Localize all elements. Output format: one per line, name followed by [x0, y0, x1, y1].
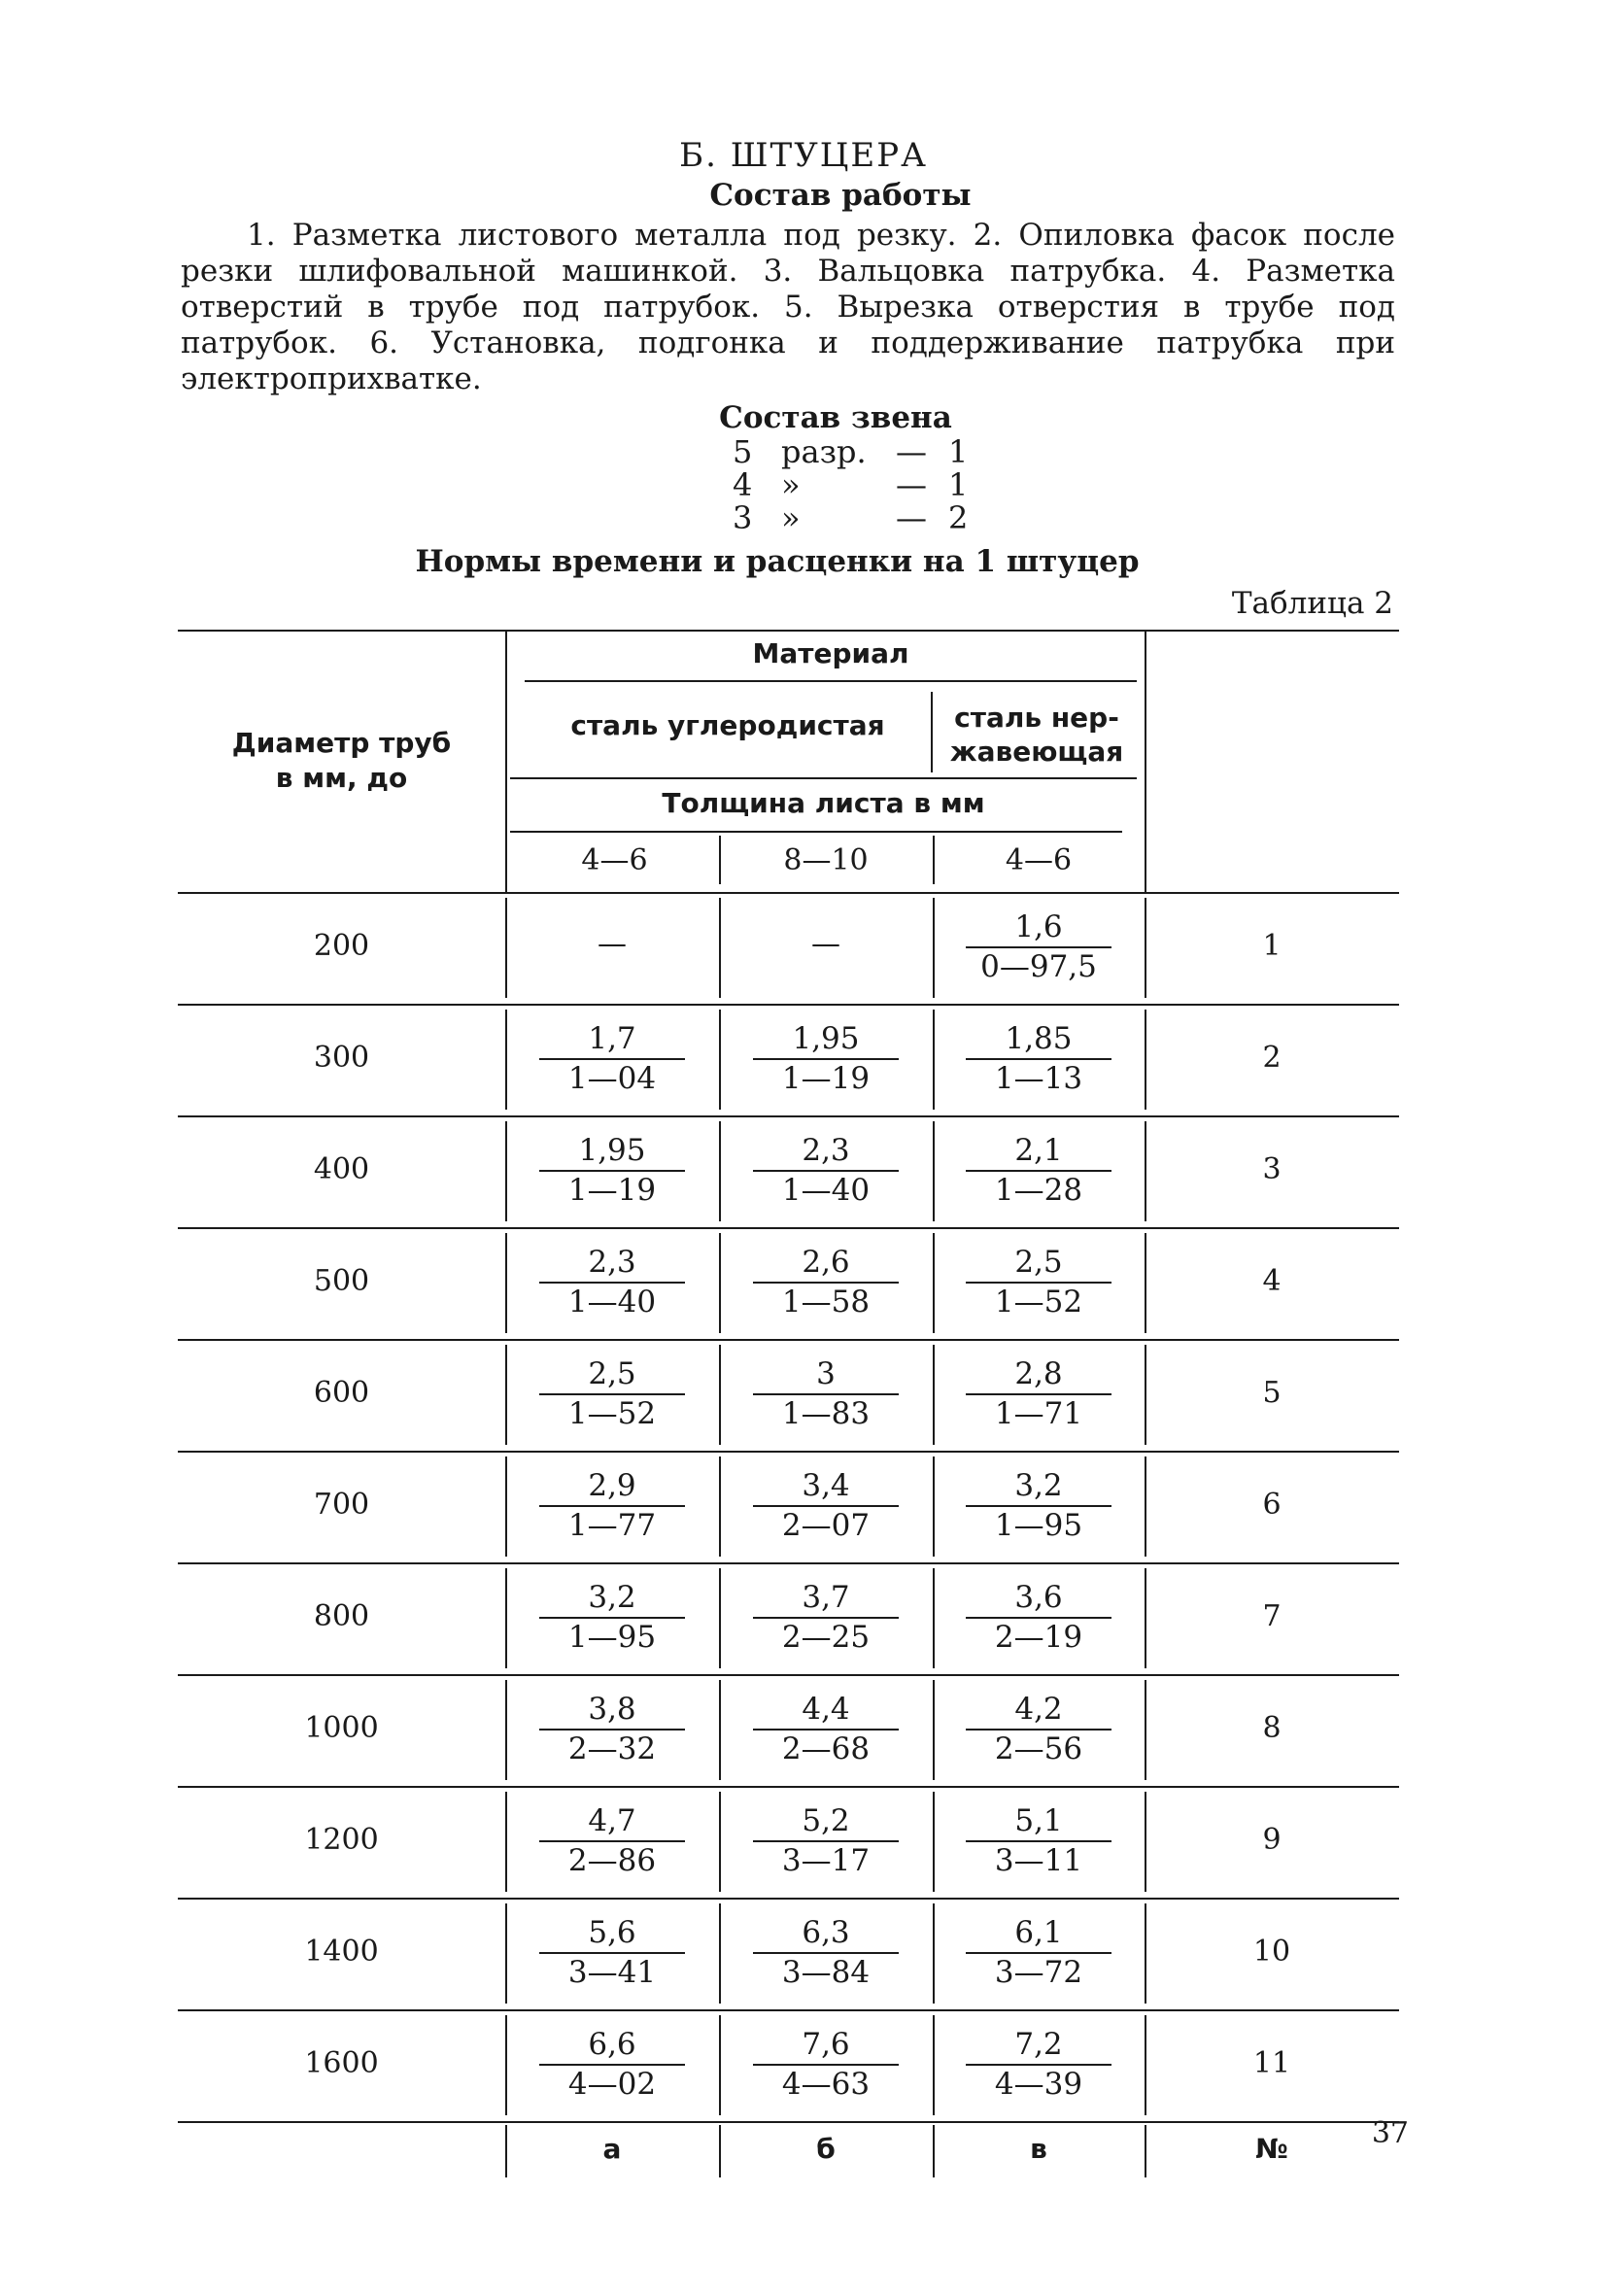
- norm-time: 3,7: [802, 1579, 850, 1615]
- row-rule: [178, 1227, 1399, 1229]
- crew-dash: —: [896, 466, 927, 503]
- row-rule: [178, 1786, 1399, 1788]
- norm-time: 2,3: [802, 1132, 850, 1168]
- norm-time: 1,95: [578, 1132, 646, 1168]
- row-number: 5: [1262, 1375, 1282, 1410]
- norm-cell: [933, 1243, 1145, 1320]
- row-rule: [178, 1674, 1399, 1676]
- norm-cell: [933, 1690, 1145, 1767]
- work-composition-text: [181, 218, 1395, 397]
- norm-rate: 1—52: [994, 1284, 1083, 1319]
- header-stainless-steel: сталь нер-: [954, 702, 1119, 734]
- norm-rate: 3—17: [781, 1842, 871, 1878]
- norm-time: 3,2: [588, 1579, 636, 1615]
- norm-time: 2,6: [802, 1244, 850, 1280]
- row-number: 2: [1262, 1040, 1282, 1075]
- norm-rate: 4—63: [781, 2066, 871, 2102]
- row-rule: [178, 1451, 1399, 1453]
- table-label: Таблица 2: [1231, 586, 1393, 621]
- norm-time: 4,4: [802, 1691, 850, 1727]
- norm-cell: [719, 1466, 933, 1544]
- row-diameter: 500: [313, 1263, 370, 1298]
- header-column-rule: [931, 692, 933, 772]
- norm-rate: 2—25: [781, 1619, 871, 1655]
- crew-grade: разр.: [781, 433, 867, 470]
- row-diameter: 1200: [304, 1822, 379, 1857]
- norm-time: 2,1: [1014, 1132, 1063, 1168]
- row-rule: [178, 1004, 1399, 1006]
- norm-rate: 1—83: [781, 1395, 871, 1431]
- section-title: Б. ШТУЦЕРА: [679, 136, 928, 175]
- norm-cell: [505, 1913, 719, 1991]
- crew-num: 3: [733, 499, 753, 536]
- header-bottom-rule: [178, 892, 1399, 894]
- norm-rate: 1—95: [567, 1619, 657, 1655]
- norm-cell: [505, 1131, 719, 1209]
- table-top-rule: [178, 630, 1399, 632]
- norm-rate: 3—72: [994, 1954, 1083, 1990]
- norm-time: 2,3: [588, 1244, 636, 1280]
- norm-rate: 1—77: [567, 1507, 657, 1543]
- norm-cell: [505, 1243, 719, 1320]
- norm-time: 1,85: [1005, 1020, 1073, 1056]
- crew-row: [733, 433, 975, 468]
- page-number: 37: [1371, 2116, 1409, 2150]
- norm-cell: [719, 1019, 933, 1097]
- norm-time: 3,8: [588, 1691, 636, 1727]
- norm-time: 5,1: [1014, 1802, 1063, 1838]
- norm-cell: [719, 1243, 933, 1320]
- norm-cell: [719, 1354, 933, 1432]
- norm-cell: [505, 1801, 719, 1879]
- row-rule: [178, 1115, 1399, 1117]
- norm-time: 1,7: [588, 1020, 636, 1056]
- crew-grade: »: [781, 499, 801, 536]
- thickness-value: 4—6: [581, 843, 648, 877]
- crew-dash: —: [896, 433, 927, 470]
- norm-cell: [933, 908, 1145, 985]
- norm-rate: 2—07: [781, 1507, 871, 1543]
- norm-time: 5,6: [588, 1914, 636, 1950]
- norm-time: 6,6: [588, 2026, 636, 2062]
- norm-rate: 4—02: [567, 2066, 657, 2102]
- row-rule: [178, 2121, 1399, 2123]
- norm-cell: [719, 1913, 933, 1991]
- header-column-rule: [1145, 630, 1146, 892]
- footer-letter: в: [1030, 2133, 1047, 2165]
- norm-time: 6,1: [1014, 1914, 1063, 1950]
- norm-rate: 2—32: [567, 1731, 657, 1766]
- norm-rate: 4—39: [994, 2066, 1083, 2102]
- norm-cell: [933, 1913, 1145, 1991]
- row-diameter: 1400: [304, 1934, 379, 1969]
- thickness-value: 4—6: [1005, 843, 1073, 877]
- header-stainless-steel-2: жавеющая: [949, 736, 1124, 768]
- crew-dash: —: [896, 499, 927, 536]
- norm-cell: [933, 1801, 1145, 1879]
- norm-cell-empty: —: [811, 926, 840, 961]
- norm-rate: 1—52: [567, 1395, 657, 1431]
- row-diameter: 300: [313, 1040, 370, 1075]
- norm-time: 3: [816, 1355, 836, 1391]
- thickness-values-rule: [510, 831, 1122, 833]
- crew-composition-title: Состав звена: [719, 400, 952, 435]
- crew-num: 4: [733, 466, 753, 503]
- header-thickness: Толщина листа в мм: [662, 787, 985, 819]
- material-rule: [525, 680, 1137, 682]
- row-rule: [178, 1898, 1399, 1900]
- crew-grade: »: [781, 466, 801, 503]
- row-number: 9: [1262, 1822, 1282, 1857]
- row-rule: [178, 2009, 1399, 2011]
- row-number: 11: [1252, 2045, 1291, 2080]
- norms-title: Нормы времени и расценки на 1 штуцер: [415, 544, 1140, 579]
- work-composition-paragraph: 1. Разметка листового металла под резку. 2. Опиловка фасок после резки шлифовальной машинкой. 3. Вальцовка патрубка. 4. Разметка отверстий в трубе под патрубок. 5. Вырезка отверстия в трубе под патрубок. 6. Установка, подгонка и поддерживание патрубка при электроприхватке.: [181, 218, 1395, 396]
- norm-cell: [719, 2025, 933, 2103]
- norm-time: 2,9: [588, 1467, 636, 1503]
- norm-rate: 1—95: [994, 1507, 1083, 1543]
- row-number: 6: [1262, 1487, 1282, 1522]
- row-number: 1: [1262, 928, 1282, 963]
- norm-time: 5,2: [802, 1802, 850, 1838]
- norm-rate: 2—86: [567, 1842, 657, 1878]
- crew-row: [733, 466, 975, 501]
- norm-time: 4,2: [1014, 1691, 1063, 1727]
- row-number: 7: [1262, 1598, 1282, 1633]
- norm-time: 3,4: [802, 1467, 850, 1503]
- footer-letter: а: [602, 2133, 622, 2165]
- row-diameter: 700: [313, 1487, 370, 1522]
- footer-number-sign: №: [1255, 2133, 1288, 2165]
- norm-cell: [719, 1801, 933, 1879]
- crew-count: 1: [948, 466, 969, 503]
- norm-time: 3,6: [1014, 1579, 1063, 1615]
- norm-rate: 1—19: [781, 1060, 871, 1096]
- row-number: 4: [1262, 1263, 1282, 1298]
- row-diameter: 800: [313, 1598, 370, 1633]
- norm-rate: 1—28: [994, 1172, 1083, 1208]
- norm-rate: 1—19: [567, 1172, 657, 1208]
- norm-cell: [505, 1690, 719, 1767]
- norm-cell: [505, 1578, 719, 1656]
- norm-rate: 1—40: [567, 1284, 657, 1319]
- row-diameter: 400: [313, 1151, 370, 1186]
- norm-rate: 0—97,5: [980, 948, 1097, 984]
- norm-time: 1,6: [1014, 908, 1063, 944]
- norm-time: 2,8: [1014, 1355, 1063, 1391]
- row-diameter: 1600: [304, 2045, 379, 2080]
- header-diameter: Диаметр труб: [231, 727, 452, 759]
- norm-rate: 1—04: [567, 1060, 657, 1096]
- thickness-value: 8—10: [783, 843, 869, 877]
- norm-rate: 1—13: [994, 1060, 1083, 1096]
- row-diameter: 1000: [304, 1710, 379, 1745]
- work-composition-title: Состав работы: [709, 178, 972, 213]
- norm-cell: [933, 1578, 1145, 1656]
- header-diameter-unit: в мм, до: [275, 762, 408, 794]
- norm-time: 7,2: [1014, 2026, 1063, 2062]
- row-rule: [178, 1562, 1399, 1564]
- thickness-rule: [510, 777, 1137, 779]
- norm-time: 2,5: [1014, 1244, 1063, 1280]
- norm-cell: [505, 1354, 719, 1432]
- header-carbon-steel: сталь углеродистая: [570, 709, 885, 741]
- norm-cell: [719, 1690, 933, 1767]
- header-material: Материал: [752, 637, 909, 669]
- norm-rate: 3—11: [994, 1842, 1083, 1878]
- norm-cell: [933, 2025, 1145, 2103]
- norm-cell: [933, 1019, 1145, 1097]
- norm-cell: [505, 2025, 719, 2103]
- norm-time: 6,3: [802, 1914, 850, 1950]
- crew-num: 5: [733, 433, 753, 470]
- row-number: 10: [1252, 1934, 1291, 1969]
- row-number: 8: [1262, 1710, 1282, 1745]
- crew-count: 1: [948, 433, 969, 470]
- norm-time: 3,2: [1014, 1467, 1063, 1503]
- norm-rate: 1—58: [781, 1284, 871, 1319]
- row-number: 3: [1262, 1151, 1282, 1186]
- norm-cell: [719, 1131, 933, 1209]
- norm-rate: 2—68: [781, 1731, 871, 1766]
- norm-cell: [505, 1019, 719, 1097]
- norm-cell: [505, 1466, 719, 1544]
- norm-cell-empty: —: [598, 926, 627, 961]
- norm-rate: 1—40: [781, 1172, 871, 1208]
- row-rule: [178, 1339, 1399, 1341]
- norm-cell: [933, 1466, 1145, 1544]
- crew-row: [733, 499, 975, 534]
- norm-cell: [719, 1578, 933, 1656]
- footer-letter: б: [816, 2133, 836, 2165]
- norm-rate: 3—41: [567, 1954, 657, 1990]
- row-diameter: 600: [313, 1375, 370, 1410]
- norm-rate: 1—71: [994, 1395, 1083, 1431]
- row-diameter: 200: [313, 928, 370, 963]
- norm-cell: [933, 1354, 1145, 1432]
- header-column-rule: [505, 630, 507, 892]
- norm-time: 1,95: [792, 1020, 860, 1056]
- norm-cell: [933, 1131, 1145, 1209]
- norm-time: 4,7: [588, 1802, 636, 1838]
- norm-rate: 2—56: [994, 1731, 1083, 1766]
- norm-rate: 3—84: [781, 1954, 871, 1990]
- norm-time: 2,5: [588, 1355, 636, 1391]
- norm-rate: 2—19: [994, 1619, 1083, 1655]
- norm-time: 7,6: [802, 2026, 850, 2062]
- crew-count: 2: [948, 499, 969, 536]
